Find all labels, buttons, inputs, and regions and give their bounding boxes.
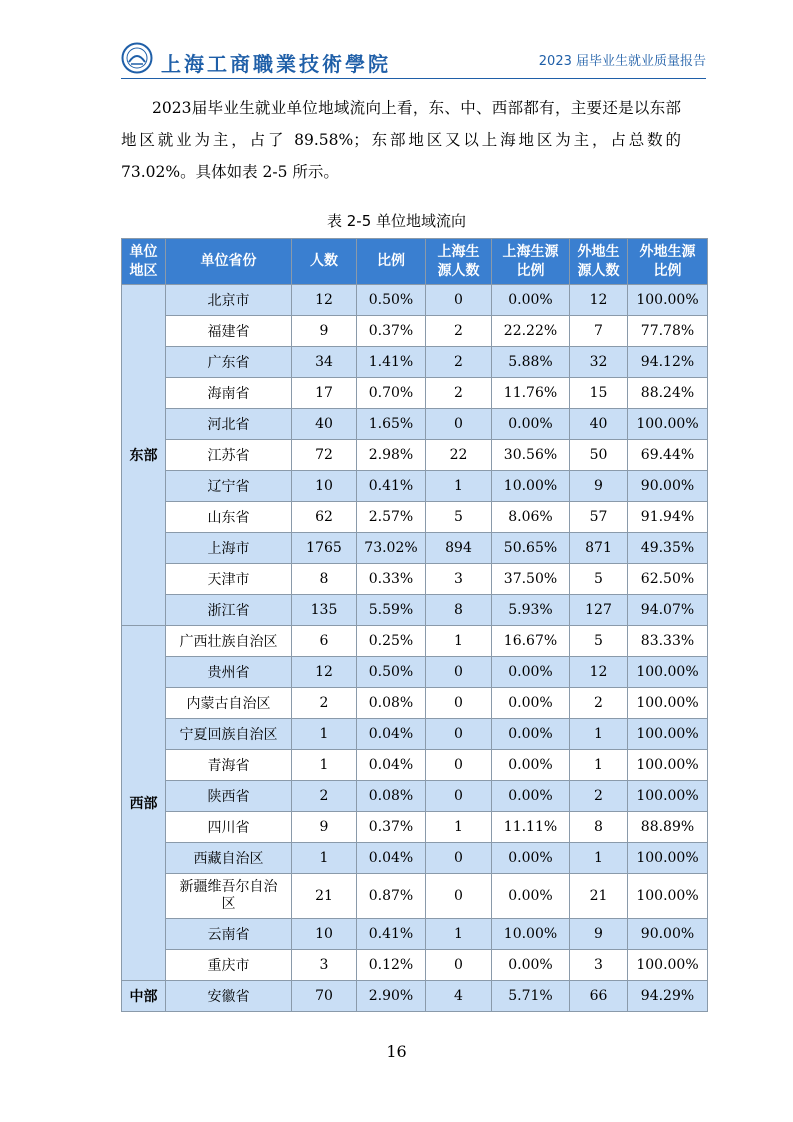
value-cell: 2.98% xyxy=(357,440,426,471)
value-cell: 2 xyxy=(292,688,357,719)
body-paragraph: 2023届毕业生就业单位地域流向上看，东、中、西部都有，主要还是以东部地区就业为主，占了 89.58%；东部地区又以上海地区为主，占总数的 73.02%。具体如表 2-5 所示。 xyxy=(121,99,681,181)
value-cell: 0.00% xyxy=(492,843,570,874)
table-row xyxy=(122,440,708,471)
table-row xyxy=(122,812,708,843)
value-cell: 22.22% xyxy=(492,316,570,347)
value-cell: 94.12% xyxy=(628,347,708,378)
table-row xyxy=(122,981,708,1012)
value-cell: 8 xyxy=(292,564,357,595)
value-cell: 22 xyxy=(426,440,492,471)
value-cell: 21 xyxy=(292,874,357,919)
province-cell: 内蒙古自治区 xyxy=(166,688,292,719)
value-cell: 2 xyxy=(426,347,492,378)
value-cell: 83.33% xyxy=(628,626,708,657)
table-caption: 表 2-5 单位地域流向 xyxy=(326,212,467,230)
value-cell: 0.00% xyxy=(492,950,570,981)
value-cell: 9 xyxy=(570,919,628,950)
value-cell: 90.00% xyxy=(628,919,708,950)
province-cell: 北京市 xyxy=(166,285,292,316)
value-cell: 50.65% xyxy=(492,533,570,564)
value-cell: 9 xyxy=(292,812,357,843)
value-cell: 1 xyxy=(570,719,628,750)
value-cell: 1 xyxy=(570,843,628,874)
college-emblem-icon xyxy=(121,42,153,74)
value-cell: 1.41% xyxy=(357,347,426,378)
value-cell: 2 xyxy=(570,688,628,719)
province-cell: 陕西省 xyxy=(166,781,292,812)
value-cell: 0.04% xyxy=(357,719,426,750)
value-cell: 37.50% xyxy=(492,564,570,595)
value-cell: 15 xyxy=(570,378,628,409)
table-row xyxy=(122,781,708,812)
column-header: 人数 xyxy=(292,239,357,285)
province-cell: 河北省 xyxy=(166,409,292,440)
value-cell: 1 xyxy=(292,719,357,750)
value-cell: 0 xyxy=(426,950,492,981)
value-cell: 0.50% xyxy=(357,657,426,688)
value-cell: 5 xyxy=(570,564,628,595)
value-cell: 3 xyxy=(426,564,492,595)
table-row xyxy=(122,564,708,595)
value-cell: 0 xyxy=(426,750,492,781)
value-cell: 0 xyxy=(426,657,492,688)
value-cell: 40 xyxy=(292,409,357,440)
value-cell: 0.08% xyxy=(357,688,426,719)
value-cell: 7 xyxy=(570,316,628,347)
value-cell: 1 xyxy=(426,626,492,657)
value-cell: 0.00% xyxy=(492,409,570,440)
region-flow-table xyxy=(121,238,708,1012)
value-cell: 0.00% xyxy=(492,285,570,316)
table-row xyxy=(122,378,708,409)
value-cell: 0.50% xyxy=(357,285,426,316)
value-cell: 1.65% xyxy=(357,409,426,440)
value-cell: 100.00% xyxy=(628,874,708,919)
table-row xyxy=(122,502,708,533)
table-row xyxy=(122,347,708,378)
value-cell: 50 xyxy=(570,440,628,471)
province-cell: 宁夏回族自治区 xyxy=(166,719,292,750)
table-row xyxy=(122,316,708,347)
province-cell: 四川省 xyxy=(166,812,292,843)
value-cell: 5 xyxy=(570,626,628,657)
column-header: 外地生 源人数 xyxy=(570,239,628,285)
province-cell: 西藏自治区 xyxy=(166,843,292,874)
value-cell: 94.29% xyxy=(628,981,708,1012)
table-row xyxy=(122,533,708,564)
table-row xyxy=(122,688,708,719)
column-header: 比例 xyxy=(357,239,426,285)
value-cell: 21 xyxy=(570,874,628,919)
column-header: 上海生源 比例 xyxy=(492,239,570,285)
table-row xyxy=(122,409,708,440)
value-cell: 100.00% xyxy=(628,719,708,750)
value-cell: 1765 xyxy=(292,533,357,564)
value-cell: 12 xyxy=(570,285,628,316)
province-cell: 广西壮族自治区 xyxy=(166,626,292,657)
table-row xyxy=(122,626,708,657)
page-header xyxy=(121,42,706,79)
value-cell: 1 xyxy=(292,843,357,874)
province-cell: 云南省 xyxy=(166,919,292,950)
value-cell: 100.00% xyxy=(628,781,708,812)
value-cell: 100.00% xyxy=(628,950,708,981)
page-number: 16 xyxy=(386,1042,407,1061)
value-cell: 5.59% xyxy=(357,595,426,626)
value-cell: 0.33% xyxy=(357,564,426,595)
value-cell: 100.00% xyxy=(628,657,708,688)
value-cell: 10.00% xyxy=(492,471,570,502)
table-row xyxy=(122,719,708,750)
value-cell: 6 xyxy=(292,626,357,657)
province-cell: 山东省 xyxy=(166,502,292,533)
value-cell: 2 xyxy=(292,781,357,812)
value-cell: 5.88% xyxy=(492,347,570,378)
region-cell: 东部 xyxy=(122,285,166,626)
value-cell: 66 xyxy=(570,981,628,1012)
value-cell: 1 xyxy=(292,750,357,781)
province-cell: 新疆维吾尔自治 区 xyxy=(166,874,292,919)
region-cell: 西部 xyxy=(122,626,166,981)
value-cell: 0.00% xyxy=(492,688,570,719)
value-cell: 5.93% xyxy=(492,595,570,626)
province-cell: 海南省 xyxy=(166,378,292,409)
value-cell: 30.56% xyxy=(492,440,570,471)
value-cell: 0.37% xyxy=(357,812,426,843)
value-cell: 73.02% xyxy=(357,533,426,564)
value-cell: 0.12% xyxy=(357,950,426,981)
value-cell: 12 xyxy=(570,657,628,688)
value-cell: 0.04% xyxy=(357,843,426,874)
value-cell: 1 xyxy=(426,919,492,950)
value-cell: 34 xyxy=(292,347,357,378)
column-header: 单位省份 xyxy=(166,239,292,285)
value-cell: 0.70% xyxy=(357,378,426,409)
column-header: 单位 地区 xyxy=(122,239,166,285)
value-cell: 1 xyxy=(570,750,628,781)
value-cell: 0.00% xyxy=(492,657,570,688)
value-cell: 0.00% xyxy=(492,874,570,919)
value-cell: 11.76% xyxy=(492,378,570,409)
value-cell: 10 xyxy=(292,919,357,950)
value-cell: 1 xyxy=(426,471,492,502)
value-cell: 90.00% xyxy=(628,471,708,502)
value-cell: 894 xyxy=(426,533,492,564)
value-cell: 0.41% xyxy=(357,919,426,950)
region-cell: 中部 xyxy=(122,981,166,1012)
table-row xyxy=(122,919,708,950)
value-cell: 40 xyxy=(570,409,628,440)
value-cell: 0 xyxy=(426,409,492,440)
value-cell: 69.44% xyxy=(628,440,708,471)
value-cell: 1 xyxy=(426,812,492,843)
value-cell: 0.00% xyxy=(492,719,570,750)
school-name: 上海工商職業技術學院 xyxy=(161,52,391,76)
value-cell: 0 xyxy=(426,285,492,316)
table-row xyxy=(122,285,708,316)
table-row xyxy=(122,657,708,688)
value-cell: 8 xyxy=(570,812,628,843)
value-cell: 100.00% xyxy=(628,688,708,719)
value-cell: 8.06% xyxy=(492,502,570,533)
province-cell: 浙江省 xyxy=(166,595,292,626)
value-cell: 0 xyxy=(426,719,492,750)
value-cell: 871 xyxy=(570,533,628,564)
value-cell: 0.25% xyxy=(357,626,426,657)
value-cell: 0.37% xyxy=(357,316,426,347)
value-cell: 72 xyxy=(292,440,357,471)
value-cell: 2 xyxy=(426,378,492,409)
value-cell: 0.87% xyxy=(357,874,426,919)
value-cell: 88.89% xyxy=(628,812,708,843)
value-cell: 0.08% xyxy=(357,781,426,812)
table-row xyxy=(122,874,708,919)
value-cell: 0 xyxy=(426,688,492,719)
value-cell: 9 xyxy=(292,316,357,347)
value-cell: 3 xyxy=(570,950,628,981)
value-cell: 2 xyxy=(426,316,492,347)
value-cell: 4 xyxy=(426,981,492,1012)
value-cell: 88.24% xyxy=(628,378,708,409)
value-cell: 70 xyxy=(292,981,357,1012)
value-cell: 0.04% xyxy=(357,750,426,781)
value-cell: 11.11% xyxy=(492,812,570,843)
value-cell: 5.71% xyxy=(492,981,570,1012)
value-cell: 2 xyxy=(570,781,628,812)
value-cell: 0 xyxy=(426,843,492,874)
report-title: 2023 届毕业生就业质量报告 xyxy=(538,54,706,69)
province-cell: 青海省 xyxy=(166,750,292,781)
table-row xyxy=(122,950,708,981)
province-cell: 贵州省 xyxy=(166,657,292,688)
value-cell: 94.07% xyxy=(628,595,708,626)
column-header: 外地生源 比例 xyxy=(628,239,708,285)
value-cell: 100.00% xyxy=(628,843,708,874)
value-cell: 12 xyxy=(292,285,357,316)
value-cell: 0.41% xyxy=(357,471,426,502)
value-cell: 2.57% xyxy=(357,502,426,533)
value-cell: 91.94% xyxy=(628,502,708,533)
value-cell: 77.78% xyxy=(628,316,708,347)
province-cell: 上海市 xyxy=(166,533,292,564)
table-header-row xyxy=(122,239,708,285)
province-cell: 天津市 xyxy=(166,564,292,595)
value-cell: 0 xyxy=(426,874,492,919)
province-cell: 安徽省 xyxy=(166,981,292,1012)
value-cell: 127 xyxy=(570,595,628,626)
province-cell: 江苏省 xyxy=(166,440,292,471)
column-header: 上海生 源人数 xyxy=(426,239,492,285)
value-cell: 100.00% xyxy=(628,750,708,781)
value-cell: 10.00% xyxy=(492,919,570,950)
value-cell: 3 xyxy=(292,950,357,981)
value-cell: 0 xyxy=(426,781,492,812)
value-cell: 10 xyxy=(292,471,357,502)
value-cell: 0.00% xyxy=(492,781,570,812)
value-cell: 32 xyxy=(570,347,628,378)
table-row xyxy=(122,595,708,626)
value-cell: 2.90% xyxy=(357,981,426,1012)
table-row xyxy=(122,843,708,874)
value-cell: 5 xyxy=(426,502,492,533)
value-cell: 57 xyxy=(570,502,628,533)
value-cell: 100.00% xyxy=(628,285,708,316)
value-cell: 16.67% xyxy=(492,626,570,657)
province-cell: 广东省 xyxy=(166,347,292,378)
value-cell: 9 xyxy=(570,471,628,502)
table-row xyxy=(122,471,708,502)
value-cell: 100.00% xyxy=(628,409,708,440)
value-cell: 12 xyxy=(292,657,357,688)
province-cell: 辽宁省 xyxy=(166,471,292,502)
value-cell: 62 xyxy=(292,502,357,533)
value-cell: 49.35% xyxy=(628,533,708,564)
value-cell: 135 xyxy=(292,595,357,626)
province-cell: 福建省 xyxy=(166,316,292,347)
value-cell: 17 xyxy=(292,378,357,409)
table-row xyxy=(122,750,708,781)
value-cell: 62.50% xyxy=(628,564,708,595)
value-cell: 0.00% xyxy=(492,750,570,781)
value-cell: 8 xyxy=(426,595,492,626)
province-cell: 重庆市 xyxy=(166,950,292,981)
